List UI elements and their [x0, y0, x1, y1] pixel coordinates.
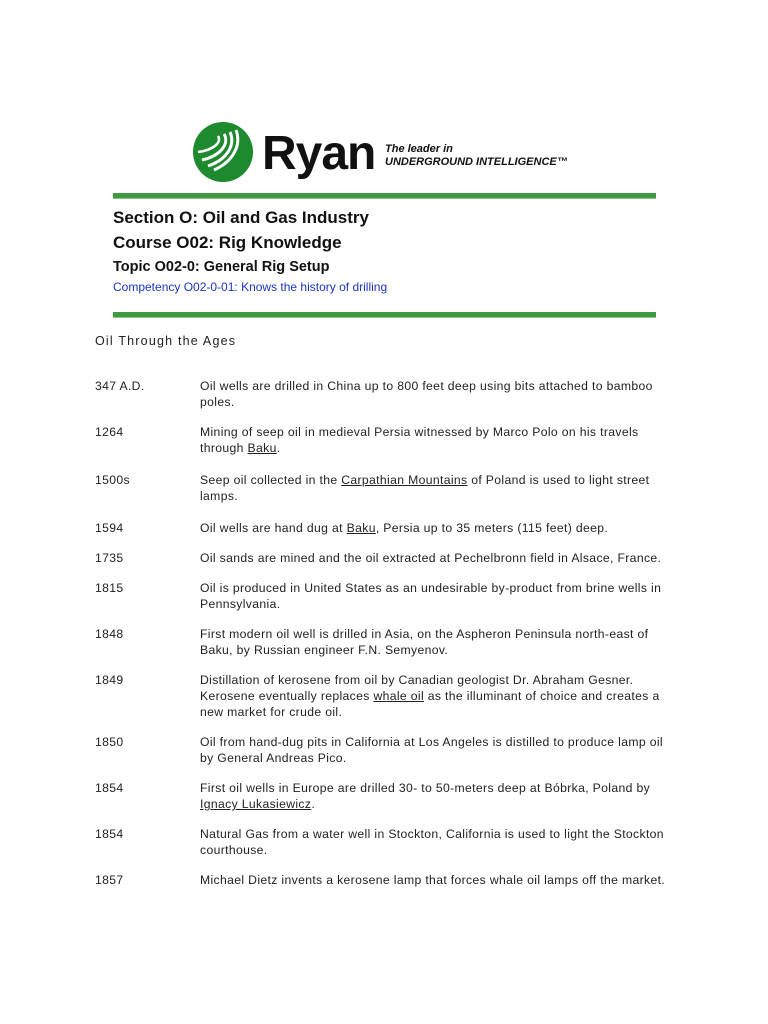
tagline-line-2: UNDERGROUND INTELLIGENCE™: [385, 156, 568, 168]
brand-name: Ryan: [262, 127, 376, 180]
timeline-date: 1264: [95, 425, 124, 439]
tagline-line-1: The leader in: [385, 143, 453, 155]
description-text: as the illuminant of choice and creates a new market for crude oil.: [200, 689, 660, 719]
timeline-date: 1500s: [95, 473, 130, 487]
timeline-description: [200, 734, 675, 766]
description-text: , Persia up to 35 meters (115 feet) deep.: [375, 521, 609, 535]
timeline-description: [200, 780, 675, 812]
description-text: First modern oil well is drilled in Asia, on the Aspheron Peninsula north-east of Baku, by Russian engineer F.N. Semyenov.: [200, 627, 649, 657]
timeline-date: 1850: [95, 735, 124, 749]
ryan-swirl-icon: [192, 120, 264, 184]
timeline-description: [200, 626, 675, 658]
description-text: Seep oil collected in the: [200, 473, 342, 487]
description-text: .: [276, 441, 281, 455]
timeline-description: [200, 520, 675, 536]
timeline-description: [200, 550, 675, 566]
timeline-row: [95, 378, 695, 410]
description-text: Natural Gas from a water well in Stockton, California is used to light the Stockton courthouse.: [200, 827, 664, 857]
description-text: First oil wells in Europe are drilled 30- to 50-meters deep at Bóbrka, Poland by: [200, 781, 651, 795]
timeline-row: [95, 580, 695, 612]
timeline-date: 1854: [95, 781, 124, 795]
inline-link[interactable]: Baku: [247, 441, 277, 455]
timeline-row: [95, 472, 695, 504]
timeline: [95, 378, 695, 902]
timeline-description: [200, 378, 675, 410]
timeline-date: 1854: [95, 827, 124, 841]
brand-tagline: [385, 143, 568, 169]
topic-title: Topic O02-0: General Rig Setup: [113, 259, 330, 275]
timeline-row: [95, 826, 695, 858]
description-text: Michael Dietz invents a kerosene lamp that forces whale oil lamps off the market.: [200, 873, 666, 887]
description-text: Distillation of kerosene from oil by Canadian geologist Dr. Abraham Gesner. Kerosene eventually replaces: [200, 673, 634, 703]
timeline-row: [95, 780, 695, 812]
course-title: Course O02: Rig Knowledge: [113, 233, 342, 252]
page-subtitle: Oil Through the Ages: [95, 334, 237, 348]
inline-link[interactable]: whale oil: [373, 689, 425, 703]
timeline-row: [95, 626, 695, 658]
description-text: Oil wells are hand dug at: [200, 521, 347, 535]
timeline-description: [200, 580, 675, 612]
timeline-date: 1849: [95, 673, 124, 687]
timeline-description: [200, 472, 675, 504]
timeline-description: [200, 672, 675, 720]
header-rule-top: [113, 193, 656, 199]
timeline-date: 1815: [95, 581, 124, 595]
inline-link[interactable]: Ignacy Lukasiewicz: [200, 797, 312, 811]
description-text: Oil sands are mined and the oil extracted at Pechelbronn field in Alsace, France.: [200, 551, 662, 565]
competency-link[interactable]: Competency O02-0-01: Knows the history of drilling: [113, 280, 388, 294]
timeline-description: [200, 424, 675, 456]
timeline-description: [200, 872, 675, 888]
timeline-row: [95, 550, 695, 566]
description-text: of Poland is used to light street lamps.: [200, 473, 650, 503]
timeline-row: [95, 734, 695, 766]
inline-link[interactable]: Baku: [346, 521, 376, 535]
description-text: Oil is produced in United States as an undesirable by-product from brine wells in Pennsylvania.: [200, 581, 662, 611]
section-title: Section O: Oil and Gas Industry: [113, 208, 369, 227]
timeline-date: 1857: [95, 873, 124, 887]
description-text: Oil from hand-dug pits in California at Los Angeles is distilled to produce lamp oil by General Andreas Pico.: [200, 735, 663, 765]
timeline-date: 1594: [95, 521, 124, 535]
timeline-row: [95, 424, 695, 456]
timeline-date: 1848: [95, 627, 124, 641]
inline-link[interactable]: Carpathian Mountains: [341, 473, 468, 487]
timeline-row: [95, 672, 695, 720]
header-rule-bottom: [113, 312, 656, 318]
timeline-description: [200, 826, 675, 858]
timeline-date: 347 A.D.: [95, 379, 145, 393]
timeline-row: [95, 872, 695, 888]
description-text: Oil wells are drilled in China up to 800 feet deep using bits attached to bamboo poles.: [200, 379, 653, 409]
description-text: .: [311, 797, 316, 811]
timeline-row: [95, 520, 695, 536]
timeline-date: 1735: [95, 551, 124, 565]
description-text: Mining of seep oil in medieval Persia witnessed by Marco Polo on his travels through: [200, 425, 639, 455]
